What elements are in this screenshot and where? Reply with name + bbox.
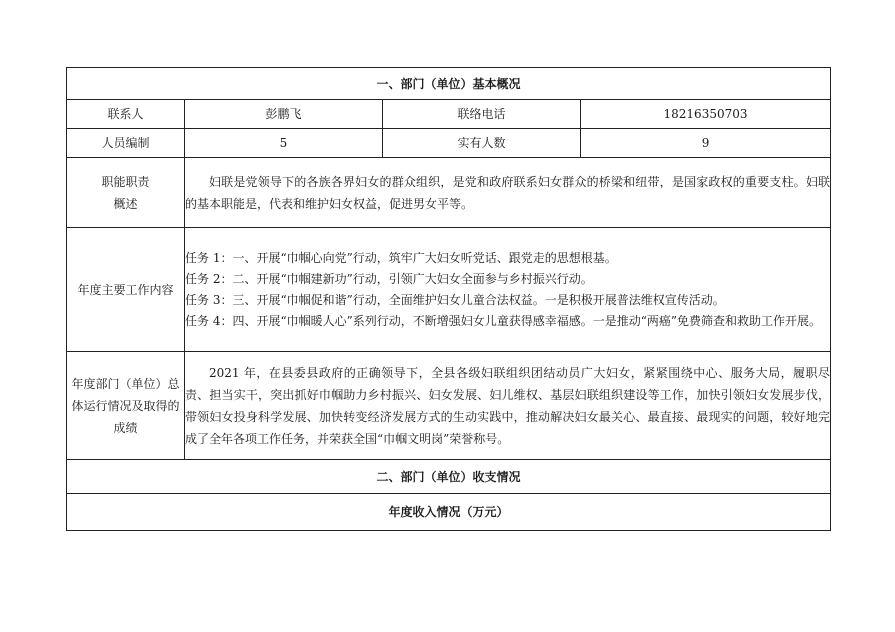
staff-row (67, 129, 831, 158)
phone-value: 18216350703 (581, 100, 831, 129)
staff-quota-label: 人员编制 (67, 129, 185, 158)
annual-work-label: 年度主要工作内容 (67, 228, 185, 352)
income-row (67, 494, 831, 531)
contact-label: 联系人 (67, 100, 185, 129)
staff-actual-value: 9 (581, 129, 831, 158)
section2-title: 二、部门（单位）收支情况 (67, 460, 831, 494)
functions-label (67, 158, 185, 228)
staff-actual-label: 实有人数 (383, 129, 581, 158)
functions-label-line1: 职能职责 (101, 174, 150, 189)
income-title: 年度收入情况（万元） (67, 494, 831, 531)
section2-row (67, 460, 831, 494)
section1-title: 一、部门（单位）基本概况 (67, 68, 831, 100)
annual-work-tasks (185, 228, 831, 352)
section1-row (67, 68, 831, 100)
contact-name: 彭鹏飞 (185, 100, 383, 129)
functions-row (67, 158, 831, 228)
overall-text: 2021 年，在县委县政府的正确领导下，全县各级妇联组织团结动员广大妇女，紧紧围绕中心、服务大局，履职尽责、担当实干，突出抓好巾帼助力乡村振兴、妇女发展、妇儿维权、基层妇联组织建设等工作，加快引领妇女发展步伐，带领妇女投身科学发展、加快转变经济发展方式的生动实践中，推动解决妇女最关心、最直接、最现实的问题，较好地完成了全年各项工作任务，并荣获全国“巾帼文明岗”荣誉称号。 (185, 352, 831, 460)
phone-label: 联络电话 (383, 100, 581, 129)
overall-label: 年度部门（单位）总体运行情况及取得的成绩 (67, 352, 185, 460)
functions-text: 妇联是党领导下的各族各界妇女的群众组织，是党和政府联系妇女群众的桥梁和纽带，是国家政权的重要支柱。妇联的基本职能是，代表和维护妇女权益，促进男女平等。 (185, 158, 831, 228)
task-item-4: 任务 4：四、开展“巾帼暖人心”系列行动，不断增强妇女儿童获得感幸福感。一是推动“两癌”免费筛查和救助工作开展。 (185, 313, 821, 328)
task-item-2: 任务 2：二、开展“巾帼建新功”行动，引领广大妇女全面参与乡村振兴行动。 (185, 271, 593, 286)
task-item-3: 任务 3：三、开展“巾帼促和谐”行动，全面维护妇女儿童合法权益。一是积极开展普法维权宣传活动。 (185, 292, 725, 307)
annual-work-row (67, 228, 831, 352)
task-item-1: 任务 1：一、开展“巾帼心向党”行动，筑牢广大妇女听党话、跟党走的思想根基。 (185, 250, 617, 265)
contact-row (67, 100, 831, 129)
staff-quota-value: 5 (185, 129, 383, 158)
department-overview-table (66, 67, 831, 531)
overall-row (67, 352, 831, 460)
functions-label-line2: 概述 (113, 196, 138, 211)
